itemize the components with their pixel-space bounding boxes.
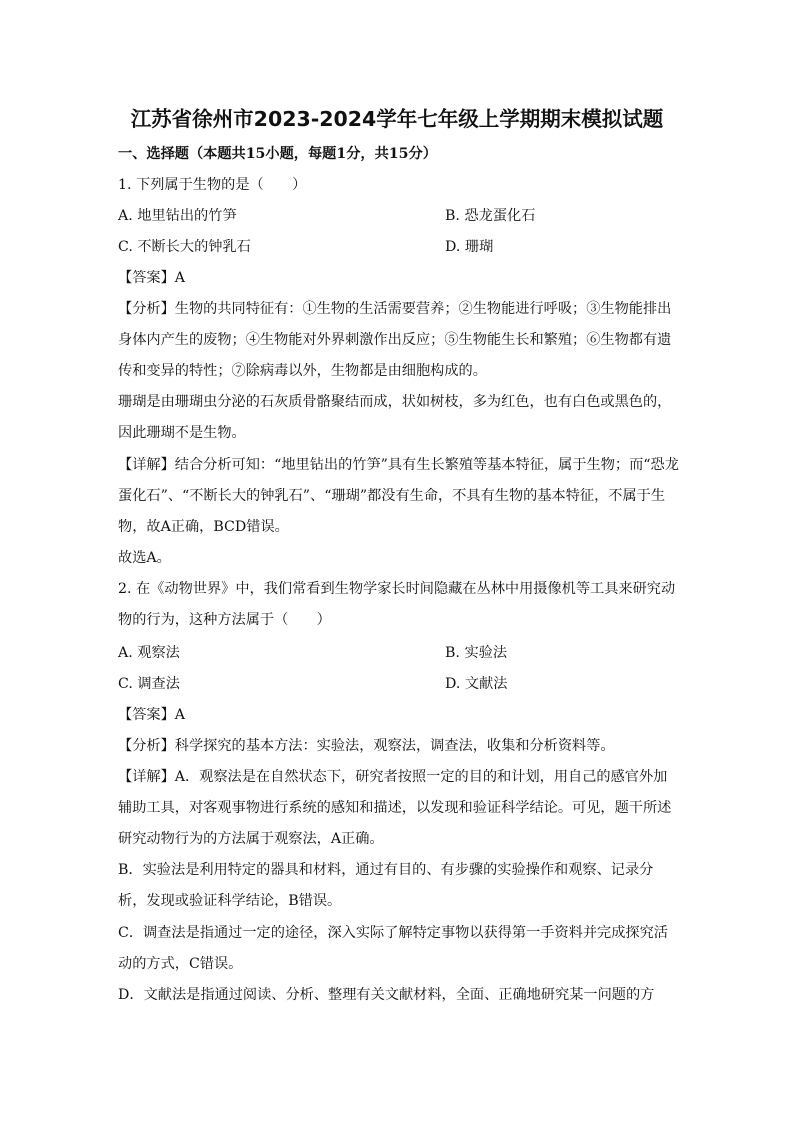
question-2-option-d: D. 文献法	[445, 676, 508, 692]
question-1-detail-line: 【详解】结合分析可知：“地里钻出的竹笋”具有生长繁殖等基本特征，属于生物；而“恐龙	[118, 457, 679, 473]
question-2-detail-line: 【详解】A．观察法是在自然状态下，研究者按照一定的目的和计划，用自己的感官外加	[118, 769, 668, 785]
page-title: 江苏省徐州市2023-2024学年七年级上学期期末模拟试题	[130, 107, 664, 131]
question-1-option-a: A. 地里钻出的竹笋	[118, 208, 237, 224]
question-2-option-c: C. 调查法	[118, 676, 180, 692]
question-1-analysis-line: 身体内产生的废物；④生物能对外界刺激作出反应；⑤生物能生长和繁殖；⑥生物都有遗	[118, 332, 672, 348]
question-1-option-d: D. 珊瑚	[445, 239, 494, 255]
question-1-analysis-line: 【分析】生物的共同特征有：①生物的生活需要营养；②生物能进行呼吸；③生物能排出	[118, 301, 672, 317]
question-2-answer: 【答案】A	[118, 707, 185, 723]
question-1-option-c: C. 不断长大的钟乳石	[118, 239, 251, 255]
question-2-detail-line: 研究动物行为的方法属于观察法，A正确。	[118, 831, 384, 847]
question-2-detail-line: 动的方式，C错误。	[118, 956, 243, 972]
question-2-analysis: 【分析】科学探究的基本方法：实验法，观察法，调查法，收集和分析资料等。	[118, 738, 615, 754]
question-1-detail-line: 物，故A正确，BCD错误。	[118, 519, 289, 535]
question-1-stem: 1. 下列属于生物的是（ ）	[118, 177, 307, 193]
question-2-stem-line: 2. 在《动物世界》中，我们常看到生物学家长时间隐藏在丛林中用摄像机等工具来研究动	[118, 581, 676, 597]
question-1-analysis-line: 传和变异的特性；⑦除病毒以外，生物都是由细胞构成的。	[118, 363, 487, 379]
question-1-answer: 【答案】A	[118, 270, 185, 286]
question-2-detail-line: D．文献法是指通过阅读、分析、整理有关文献材料，全面、正确地研究某一问题的方	[118, 987, 655, 1003]
section-header: 一、选择题（本题共15小题，每题1分，共15分）	[118, 146, 437, 162]
question-1-option-b: B. 恐龙蛋化石	[445, 208, 536, 224]
question-2-option-b: B. 实验法	[445, 645, 508, 661]
question-1-analysis-line: 因此珊瑚不是生物。	[118, 425, 246, 441]
question-1-conclusion: 故选A。	[118, 550, 171, 566]
question-2-option-a: A. 观察法	[118, 645, 180, 661]
question-2-detail-line: 辅助工具，对客观事物进行系统的感知和描述，以发现和验证科学结论。可见，题干所述	[118, 800, 672, 816]
question-2-detail-line: 析，发现或验证科学结论，B错误。	[118, 893, 342, 909]
question-2-detail-line: B．实验法是利用特定的器具和材料，通过有目的、有步骤的实验操作和观察、记录分	[118, 862, 654, 878]
question-2-stem-line: 物的行为，这种方法属于（ ）	[118, 612, 331, 628]
question-2-detail-line: C．调查法是指通过一定的途径，深入实际了解特定事物以获得第一手资料并完成探究活	[118, 925, 668, 941]
question-1-analysis-line: 珊瑚是由珊瑚虫分泌的石灰质骨骼聚结而成，状如树枝，多为红色，也有白色或黑色的，	[118, 394, 672, 410]
question-1-detail-line: 蛋化石”、“不断长大的钟乳石”、“珊瑚”都没有生命，不具有生物的基本特征，不属于生	[118, 488, 666, 504]
